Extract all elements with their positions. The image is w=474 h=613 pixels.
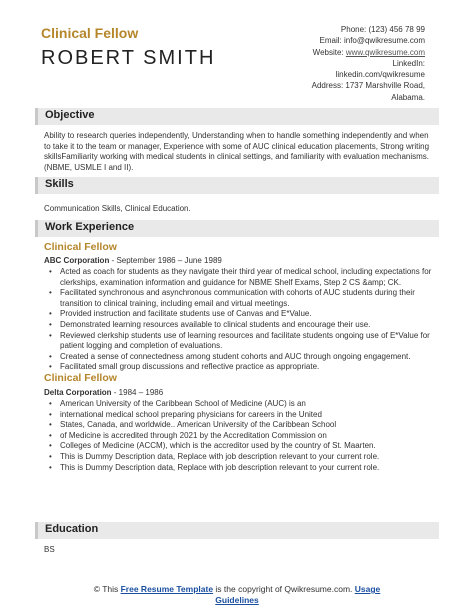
list-item: • Created a sense of connectedness among student cohorts and AUC through ongoing engagement. [60, 352, 435, 363]
footer-prefix: © This [93, 584, 121, 594]
free-resume-template-link[interactable]: Free Resume Template [120, 584, 214, 594]
job-1-company: ABC Corporation [44, 256, 110, 265]
job-title: Clinical Fellow [41, 25, 139, 41]
usage-guidelines-link-a[interactable]: Usage [354, 584, 381, 594]
education-heading [35, 522, 439, 539]
education-heading-text: Education [45, 523, 99, 535]
list-item: • Facilitated small group discussions and reflective practice as appropriate. [60, 362, 435, 373]
list-item: • American University of the Caribbean School of Medicine (AUC) is an [60, 399, 435, 410]
objective-heading [35, 108, 439, 125]
job-2-company: Delta Corporation [44, 388, 112, 397]
job-2-bullets [60, 399, 435, 473]
work-experience-heading [35, 220, 439, 237]
contact-linkedin-label: LinkedIn: [392, 58, 425, 68]
list-item: • international medical school preparing physicians for careers in the United [60, 410, 435, 421]
job-2-title: Clinical Fellow [44, 372, 117, 384]
website-label: Website: [312, 47, 346, 57]
contact-email: Email: info@qwikresume.com [319, 36, 425, 46]
job-1-dates: - September 1986 – June 1989 [109, 256, 222, 265]
list-item: • Acted as coach for students as they navigate their third year of medical school, including expectations for clerkships, examination information and guidance for NBME Shelf Exams, Step 2 CS &amp; CK. [60, 267, 435, 288]
contact-block [245, 24, 425, 103]
contact-linkedin-value: linkedin.com/qwikresume [335, 70, 425, 80]
contact-address-line1: Address: 1737 Marshville Road, [311, 81, 425, 91]
website-link[interactable]: www.qwikresume.com [345, 47, 425, 57]
footer-middle: is the copyright of Qwikresume.com. [213, 584, 355, 594]
objective-text: Ability to research queries independently, Understanding when to handle something independently and when to take it to the team or manager, Experience with some of AUC clinical education placements, Strong writing skillsFamiliarity working with medical students in clinical settings, and familiarity with evaluation mechanisms. (NBME, USMLE I and II). [44, 131, 430, 172]
list-item: • Reviewed clerkship students use of learning resources and facilitate students ongoing use of E*Value for patient logging and completion of evaluations. [60, 331, 435, 352]
list-item: • This is Dummy Description data, Replace with job description relevant to your current role. [60, 463, 435, 474]
resume-header [0, 0, 474, 100]
contact-address-line2: Alabama. [391, 92, 425, 102]
job-1-title: Clinical Fellow [44, 241, 117, 253]
education-text: BS [44, 545, 55, 554]
list-item: • Colleges of Medicine (ACCM), which is the accreditor used by the country of St. Maarten. [60, 441, 435, 452]
list-item: • Facilitated synchronous and asynchronous communication with cohorts of AUC students during their transition to clinical training, including email and virtual meetings. [60, 288, 435, 309]
job-1-bullets [60, 267, 435, 373]
job-2-dates: - 1984 – 1986 [111, 388, 164, 397]
contact-website [245, 47, 425, 58]
usage-guidelines-link-b[interactable]: Guidelines [215, 595, 259, 605]
list-item: • Provided instruction and facilitate students use of Canvas and E*Value. [60, 309, 435, 320]
list-item: • States, Canada, and worldwide.. American University of the Caribbean School [60, 420, 435, 431]
skills-heading-text: Skills [45, 178, 74, 190]
copyright-footer [0, 584, 474, 606]
skills-heading [35, 177, 439, 194]
skills-text: Communication Skills, Clinical Education. [44, 204, 191, 213]
candidate-name: ROBERT SMITH [41, 47, 216, 69]
list-item: • of Medicine is accredited through 2021 by the Accreditation Commission on [60, 431, 435, 442]
contact-phone: Phone: (123) 456 78 99 [340, 25, 425, 34]
job-2-company-line [44, 388, 163, 397]
list-item: • This is Dummy Description data, Replace with job description relevant to your current role. [60, 452, 435, 463]
job-1-company-line [44, 256, 222, 265]
objective-heading-text: Objective [45, 109, 95, 121]
list-item: • Demonstrated learning resources available to clinical students and encourage their use. [60, 320, 435, 331]
work-experience-heading-text: Work Experience [45, 221, 135, 233]
